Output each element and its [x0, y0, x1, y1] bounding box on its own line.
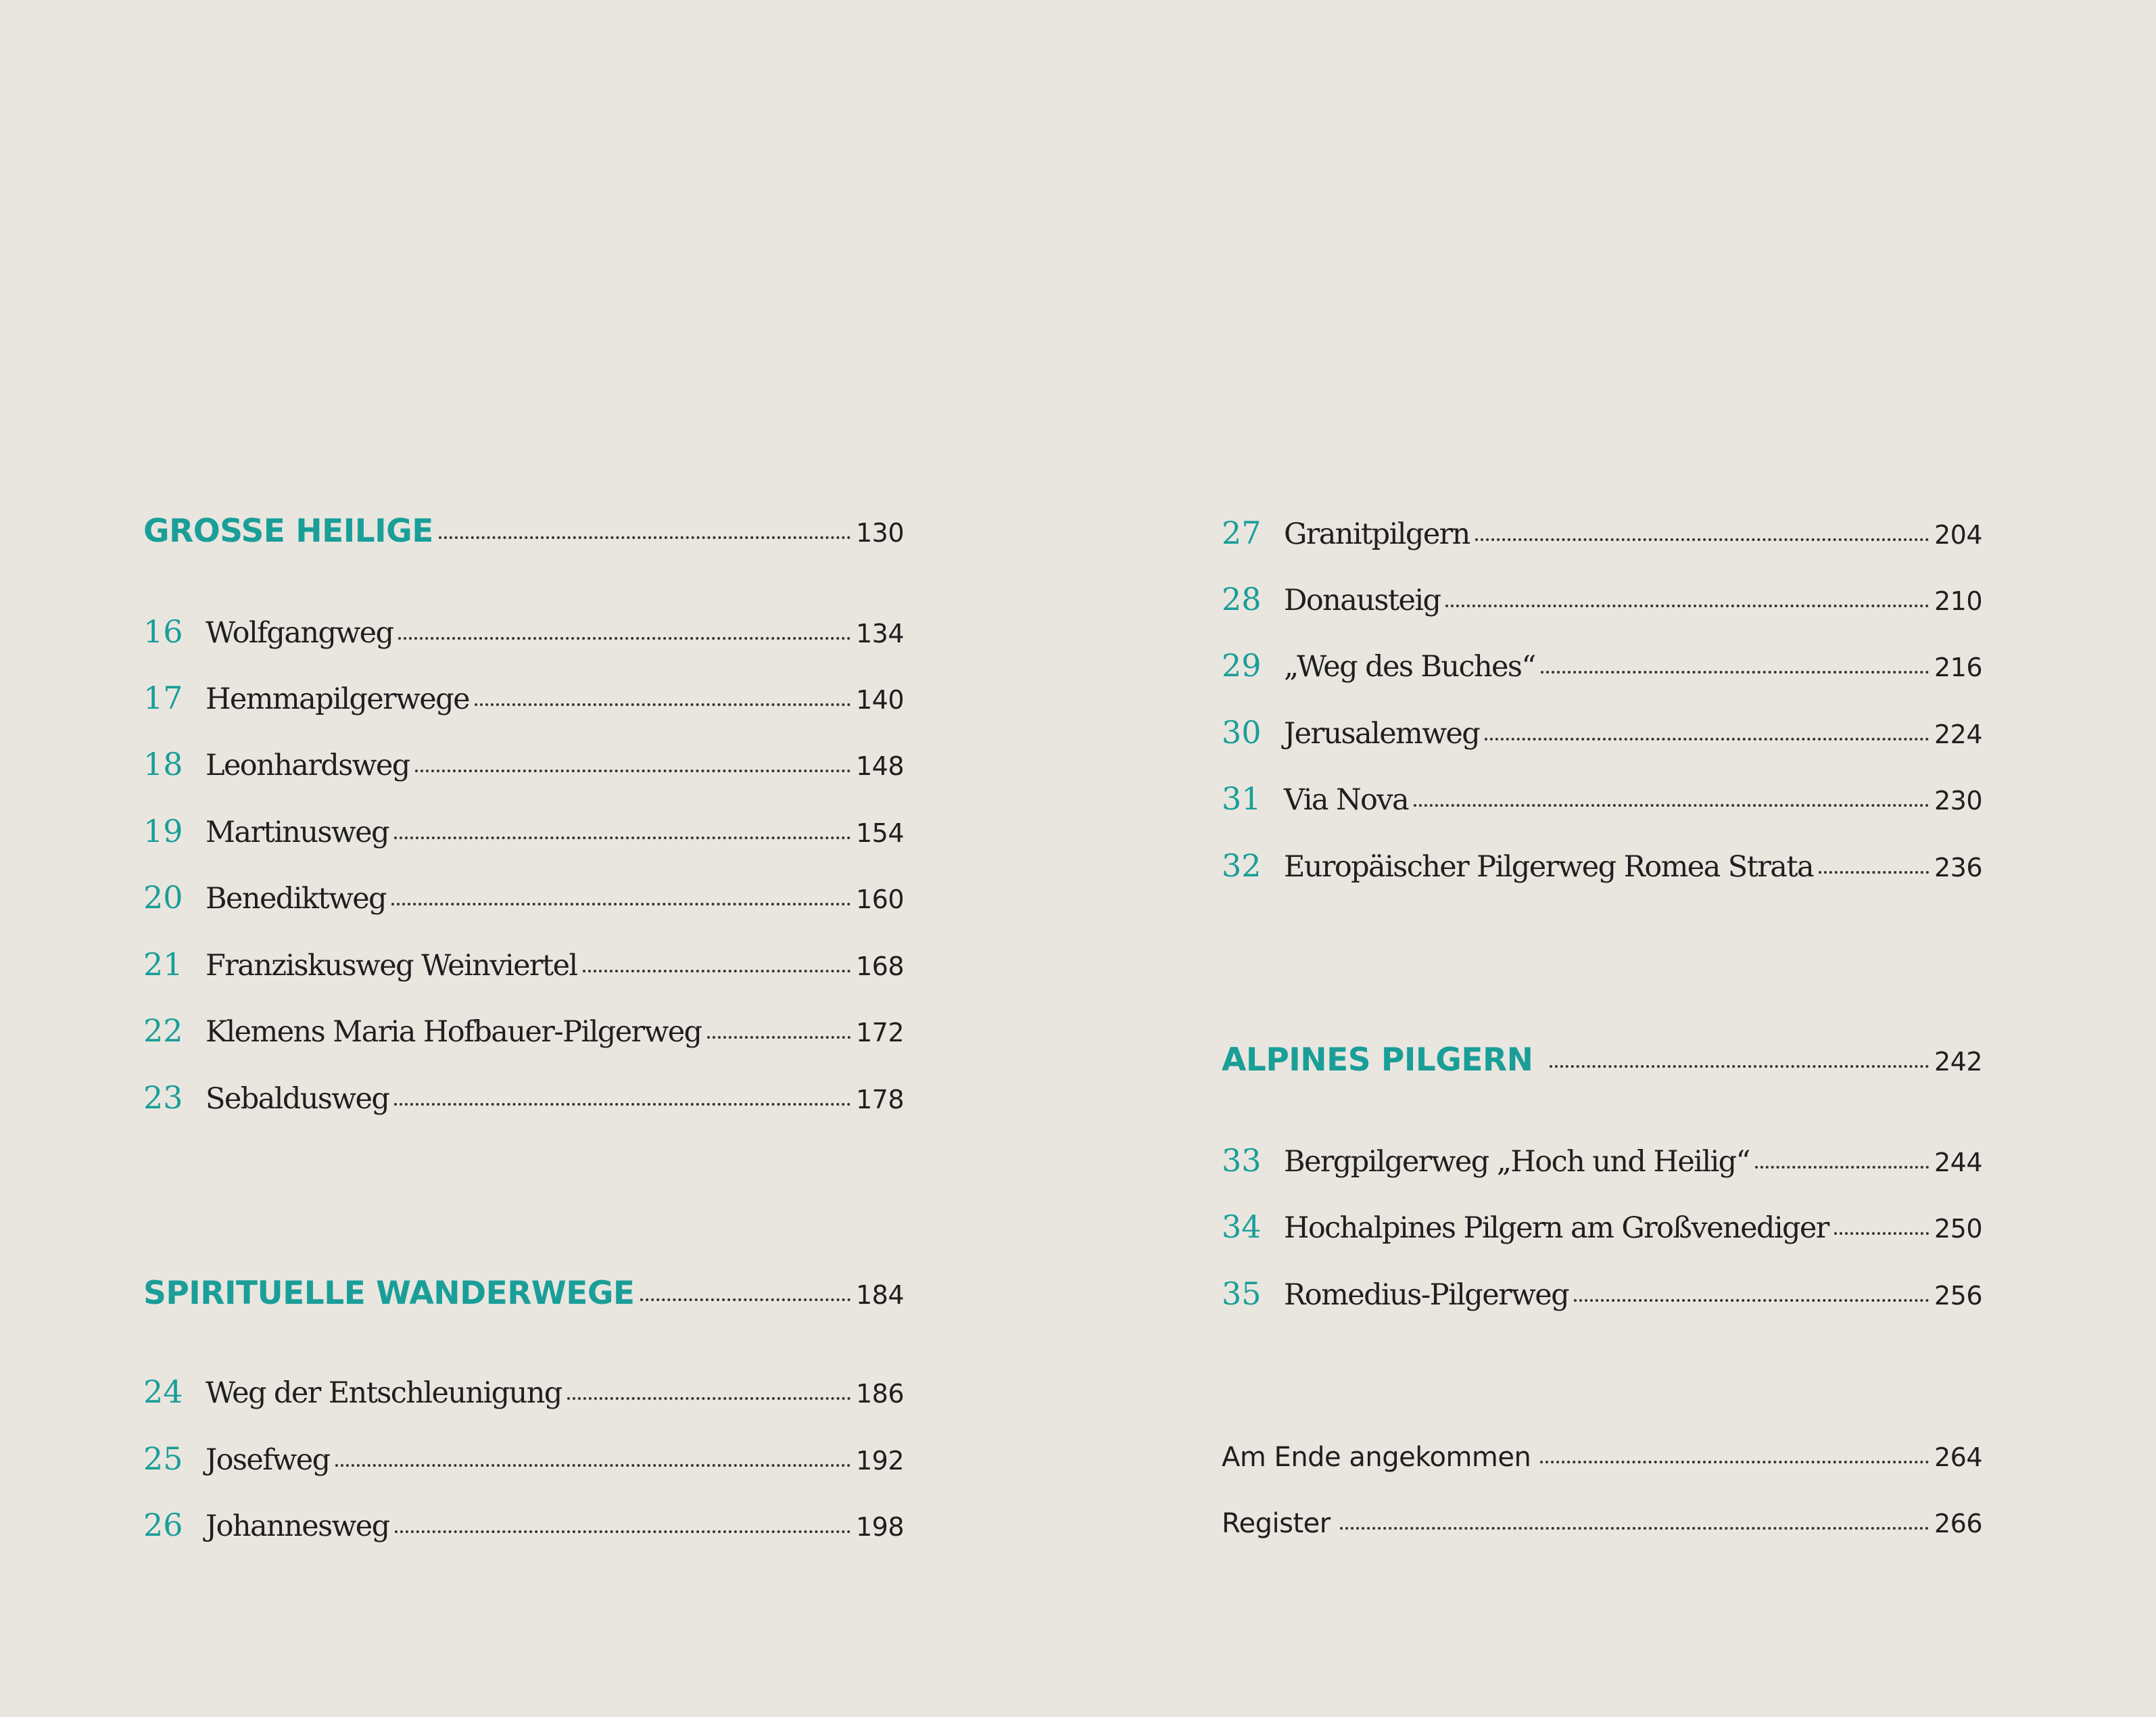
entry-number: 18: [143, 746, 183, 782]
toc-entry[interactable]: [1222, 641, 1982, 690]
page-number: 204: [1934, 520, 1982, 550]
entry-title: Granitpilgern: [1284, 517, 1470, 551]
page-number: 198: [855, 1512, 904, 1542]
entry-number: 35: [1222, 1275, 1262, 1312]
dot-leader: [1340, 1527, 1929, 1530]
entry-number: 25: [143, 1440, 183, 1477]
page-number: 186: [855, 1379, 904, 1409]
entry-title: Jerusalemweg: [1284, 717, 1480, 751]
dot-leader: [439, 536, 851, 539]
entry-title: Hochalpines Pilgern am Großvenediger: [1284, 1211, 1829, 1245]
page-number: 250: [1934, 1214, 1982, 1244]
page-number: 130: [855, 518, 904, 548]
section-title: ALPINES PILGERN: [1222, 1041, 1533, 1079]
entry-title: Bergpilgerweg „Hoch und Heilig“: [1284, 1145, 1750, 1179]
dot-leader: [1834, 1232, 1929, 1235]
page-number: 160: [855, 885, 904, 914]
page-number: 184: [855, 1280, 904, 1310]
toc-entry[interactable]: [1222, 1202, 1982, 1251]
dot-leader: [583, 970, 851, 972]
page-number: 154: [855, 818, 904, 848]
toc-entry[interactable]: [143, 740, 904, 789]
dot-leader: [1541, 671, 1929, 674]
toc-entry[interactable]: [1222, 841, 1982, 890]
entry-title: Europäischer Pilgerweg Romea Strata: [1284, 850, 1814, 884]
page-number: 168: [855, 951, 904, 981]
entry-number: 26: [143, 1507, 183, 1543]
entry-title: Klemens Maria Hofbauer-Pilgerweg: [206, 1015, 702, 1049]
entry-title: Johannesweg: [206, 1509, 389, 1543]
entry-title: Register: [1222, 1508, 1331, 1539]
entry-title: Romedius-Pilgerweg: [1284, 1278, 1568, 1312]
entry-number: 23: [143, 1079, 183, 1116]
entry-number: 19: [143, 813, 183, 849]
toc-entry[interactable]: [143, 674, 904, 722]
toc-entry[interactable]: [1222, 509, 1982, 557]
entry-number: 17: [143, 680, 183, 716]
toc-entry[interactable]: [1222, 1136, 1982, 1185]
dot-leader: [1485, 738, 1929, 740]
toc-entry[interactable]: [1222, 708, 1982, 757]
page-number: 148: [855, 751, 904, 781]
page-number: 216: [1934, 653, 1982, 682]
section-title: SPIRITUELLE WANDERWEGE: [143, 1275, 635, 1312]
entry-title: Wolfgangweg: [206, 616, 393, 650]
dot-leader: [707, 1036, 851, 1039]
dot-leader: [394, 837, 851, 839]
toc-section-grosse-heilige[interactable]: [143, 507, 904, 556]
dot-leader: [1540, 1461, 1929, 1463]
dot-leader: [1819, 871, 1929, 874]
page-number: 244: [1934, 1148, 1982, 1177]
entry-number: 24: [143, 1373, 183, 1410]
dot-leader: [640, 1298, 851, 1301]
entry-number: 32: [1222, 847, 1262, 884]
dot-leader: [335, 1464, 851, 1467]
entry-title: Weg der Entschleunigung: [206, 1376, 562, 1410]
page-number: 224: [1934, 720, 1982, 749]
page-number: 236: [1934, 853, 1982, 883]
entry-title: Am Ende angekommen: [1222, 1442, 1531, 1473]
dot-leader: [394, 1103, 851, 1106]
entry-number: 31: [1222, 780, 1262, 817]
dot-leader: [475, 703, 851, 706]
entry-number: 20: [143, 879, 183, 916]
entry-number: 22: [143, 1012, 183, 1049]
toc-entry[interactable]: [143, 873, 904, 922]
dot-leader: [1414, 804, 1929, 807]
dot-leader: [1475, 538, 1929, 541]
entry-title: Leonhardsweg: [206, 749, 410, 782]
dot-leader: [1445, 605, 1929, 607]
dot-leader: [567, 1397, 851, 1400]
page-number: 210: [1934, 586, 1982, 616]
page-number: 178: [855, 1085, 904, 1114]
toc-entry[interactable]: [143, 1006, 904, 1055]
dot-leader: [1550, 1065, 1929, 1068]
entry-number: 34: [1222, 1208, 1262, 1245]
entry-title: Josefweg: [206, 1443, 330, 1477]
toc-entry[interactable]: [143, 1501, 904, 1549]
dot-leader: [395, 1530, 851, 1533]
toc-entry[interactable]: [143, 607, 904, 656]
toc-entry[interactable]: [1222, 774, 1982, 823]
toc-entry-am-ende-angekommen[interactable]: [1222, 1433, 1982, 1482]
entry-number: 28: [1222, 581, 1262, 617]
dot-leader: [415, 770, 851, 772]
entry-title: „Weg des Buches“: [1284, 650, 1535, 684]
dot-leader: [391, 903, 851, 905]
toc-entry-register[interactable]: [1222, 1499, 1982, 1548]
page-number: 264: [1934, 1442, 1982, 1472]
entry-number: 30: [1222, 714, 1262, 751]
dot-leader: [398, 637, 851, 640]
entry-number: 27: [1222, 515, 1262, 551]
dot-leader: [1574, 1299, 1929, 1302]
page-number: 134: [855, 619, 904, 649]
entry-number: 16: [143, 613, 183, 650]
entry-title: Martinusweg: [206, 816, 389, 849]
entry-number: 33: [1222, 1142, 1262, 1179]
toc-entry[interactable]: [1222, 1269, 1982, 1318]
page-number: 242: [1934, 1047, 1982, 1077]
toc-entry[interactable]: [143, 1073, 904, 1122]
toc-entry[interactable]: [143, 940, 904, 989]
toc-entry[interactable]: [143, 807, 904, 855]
section-title: GROSSE HEILIGE: [143, 513, 433, 550]
toc-entry[interactable]: [1222, 575, 1982, 624]
entry-title: Sebaldusweg: [206, 1082, 389, 1116]
dot-leader: [1755, 1166, 1929, 1169]
toc-entry[interactable]: [143, 1434, 904, 1483]
toc-entry[interactable]: [143, 1367, 904, 1416]
entry-title: Franziskusweg Weinviertel: [206, 949, 577, 983]
entry-title: Donausteig: [1284, 584, 1441, 617]
entry-title: Hemmapilgerwege: [206, 682, 469, 716]
page-number: 140: [855, 685, 904, 715]
toc-section-alpines-pilgern[interactable]: [1222, 1036, 1982, 1085]
page-number: 230: [1934, 786, 1982, 816]
page-number: 172: [855, 1018, 904, 1048]
page-number: 256: [1934, 1281, 1982, 1311]
entry-title: Via Nova: [1284, 783, 1408, 817]
page-number: 192: [855, 1446, 904, 1476]
entry-number: 21: [143, 946, 183, 983]
page-number: 266: [1934, 1509, 1982, 1538]
entry-title: Benediktweg: [206, 882, 386, 916]
entry-number: 29: [1222, 647, 1262, 684]
toc-section-spirituelle-wanderwege[interactable]: [143, 1269, 904, 1318]
